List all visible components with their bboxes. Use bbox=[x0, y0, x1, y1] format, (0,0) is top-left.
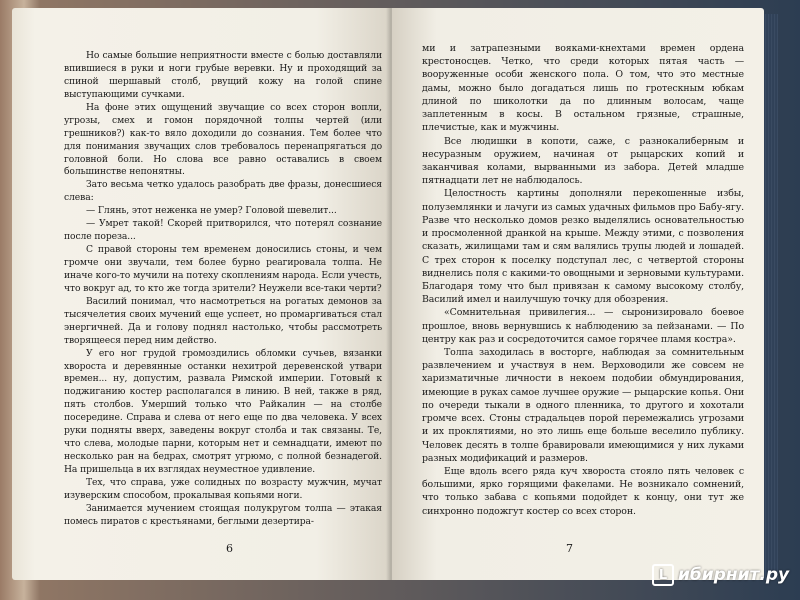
paragraph: Толпа заходилась в восторге, наблюдая за сомнительным развлечением и участвуя в нем. Верховодили же совсем не харизматичные личности в некоем подобии обмундирования, имеющие в руках самое лучшее оружие — рыцарские копья. Они по очереди тыкали в одного пленника, то другого и хохотали громче всех. Стоны страдальцев порой перемежались угрозами и их проклятиями, но это лишь еще больше веселило публику. Человек десять в толпе бравировали имеющимися у них луками разных модификаций и размеров. bbox=[422, 347, 745, 464]
right-page bbox=[392, 8, 764, 580]
right-page-text bbox=[422, 42, 744, 518]
paragraph: — Умрет такой! Скорей притворился, что потерял сознание после пореза... bbox=[64, 218, 382, 243]
paragraph: Василий понимал, что насмотреться на рогатых демонов за тысячелетия своих мучений еще успеет, но промаргиваться стал энергичней. Да и голову поднял настолько, чтобы рассмотреть творящееся перед ним действо. bbox=[64, 295, 382, 346]
paragraph: Но самые большие неприятности вместе с болью доставляли впившиеся в руки и ноги грубые веревки. Ну и проходящий за спиной шершавый столб, рвущий кожу на голой спине выступающими сучками. bbox=[64, 50, 382, 100]
left-page-text bbox=[64, 50, 382, 529]
paragraph: ми и затрапезными вояками-кнехтами времен ордена крестоносцев. Четко, что среди которых пятая часть — вооруженные особи женского пола. О том, что это местные дамы, можно было догадаться лишь по гротескным юбкам длиной по шиколотки да по длинным волосам, чаще заплетенным в косы. В остальном грязные, страшные, плечистые, как и мужчины. bbox=[422, 43, 744, 134]
page-number-left: 6 bbox=[226, 542, 233, 555]
watermark-text: ибирнит.ру bbox=[678, 565, 790, 585]
open-book bbox=[6, 8, 788, 594]
paragraph: Тех, что справа, уже солидных по возрасту мужчин, мучат изуверским способом, прокалывая копьями ноги. bbox=[64, 476, 382, 501]
paragraph: С правой стороны тем временем доносились стоны, и чем громче они звучали, тем более бурно реагировала толпа. Не иначе кого-то мучили на потеху скоплениям народа. Если учесть, что вокруг ад, то кто же тогда зрители? Неужели все-таки черти? bbox=[64, 244, 382, 294]
paragraph: «Сомнительная привилегия... — сыронизировало боевое прошлое, вновь вернувшись к наблюдению за пейзанами. — По центру как раз и сосредоточится самое горячее пламя костра». bbox=[422, 307, 744, 345]
paragraph: — Глянь, этот неженка не умер? Головой шевелит... bbox=[86, 205, 337, 217]
site-watermark bbox=[652, 564, 789, 586]
paragraph: У его ног грудой громоздились обломки сучьев, вязанки хвороста и деревянные останки нехитрой деревенской утвари времен... ну, допустим, развала Римской империи. Готовый к поджиганию костер располагался в линию. В ней, также в ряд, пять столбов. Умерший только что Райкалин — на столбе посередине. Справа и слева от него еще по два человека. У всех руки подняты вверх, заведены вокруг столба и так связаны. Те, что слева, молодые парни, которым нет и семнадцати, имеют по несколько ран на бедрах, смотрят угрюмо, с полной безнадегой. На пришельца в их взглядах неуместное удивление. bbox=[64, 347, 382, 475]
watermark-logo-icon: L bbox=[652, 564, 674, 586]
paragraph: Еще вдоль всего ряда куч хвороста стояло пять человек с большими, ярко горящими факелами. Не возникало сомнений, что только забава с копьями подойдет к концу, они тут же синхронно подожгут костер со всех сторон. bbox=[422, 466, 744, 517]
paragraph: Целостность картины дополняли перекошенные избы, полуземлянки и лачуги из самых удачных фильмов про Бабу-ягу. Разве что несколько домов резко выделялись основательностью и просмоленной дранкой на крыше. Между этими, с позволения сказать, жилищами там и сям валялись трупы людей и лошадей. С трех сторон к поселку подступал лес, с четвертой стороны виднелись поля с какими-то овощными и зерновыми культурами. Благодаря тому что был привязан к самому высокому столбу, Василий имел и наилучшую точку для обозрения. bbox=[422, 188, 744, 306]
left-page bbox=[12, 8, 392, 580]
page-edges bbox=[764, 14, 778, 580]
paragraph: На фоне этих ощущений звучащие со всех сторон вопли, угрозы, смех и гомон порядочной толпы чертей (или грешников?) как-то вяло доходили до сознания. Тем более что для понимания звучащих слов требовалось перенапрягаться до головной боли. Но слова все равно оставались в своем большинстве непонятны. bbox=[64, 101, 382, 178]
paragraph: Зато весьма четко удалось разобрать две фразы, донесшиеся слева: bbox=[64, 179, 382, 204]
paragraph: Занимается мучением стоящая полукругом толпа — этакая помесь пиратов с крестьянами, беглыми дезертира- bbox=[64, 502, 382, 527]
paragraph: Все людишки в копоти, саже, с разнокалиберным и несуразным оружием, начиная от рыцарских копий и заканчивая колами, вырванными из забора. Детей младше пятнадцати лет не наблюдалось. bbox=[422, 135, 744, 187]
page-number-right: 7 bbox=[566, 542, 573, 555]
